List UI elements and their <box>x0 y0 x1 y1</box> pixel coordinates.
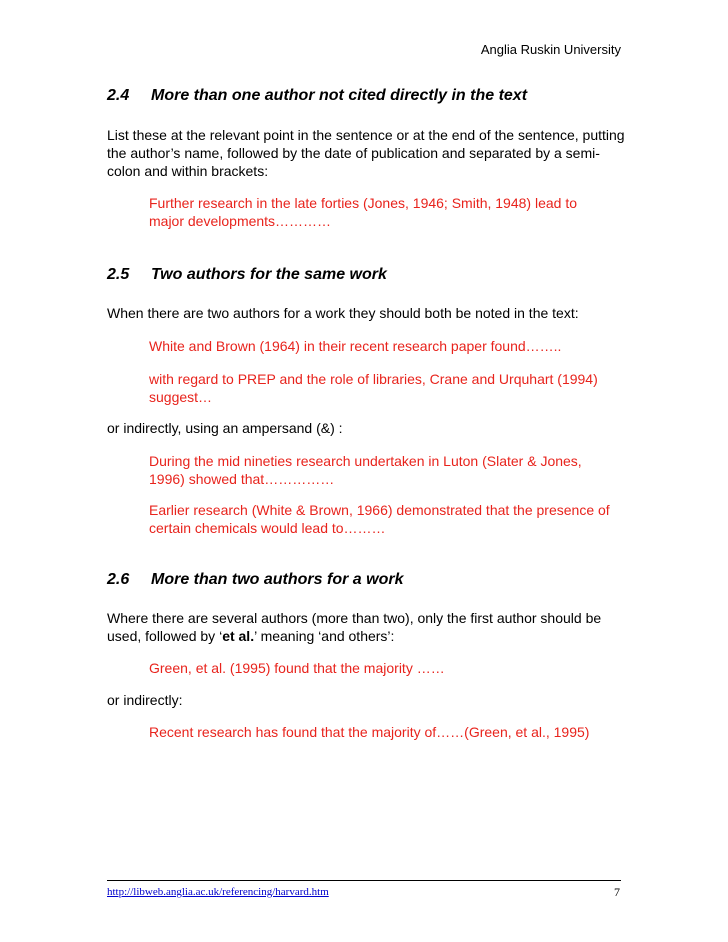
heading-2-6 <box>107 571 627 589</box>
example-block-2-5-b <box>107 370 627 406</box>
example-block-2-5-a <box>107 337 627 355</box>
example-block-2-5-d <box>107 501 627 537</box>
example-2-5-1: White and Brown (1964) in their recent research paper found…….. <box>149 338 562 354</box>
footer-url-link[interactable]: http://libweb.anglia.ac.uk/referencing/harvard.htm <box>107 886 329 898</box>
paragraph-2-5-indirect: or indirectly, using an ampersand (&) : <box>107 420 343 436</box>
heading-2-5 <box>107 266 627 284</box>
example-2-4: Further research in the late forties (Jones, 1946; Smith, 1948) lead to major developments………… <box>149 195 578 229</box>
paragraph-text-pre: Where there are several authors (more than two), only the first author should be used, followed by ‘ <box>107 610 602 644</box>
heading-2-4 <box>107 87 627 105</box>
example-2-5-2: with regard to PREP and the role of libraries, Crane and Urquhart (1994) suggest… <box>149 371 598 405</box>
section-number: 2.5 <box>107 266 130 283</box>
section-number: 2.4 <box>107 87 130 104</box>
section-title: More than two authors for a work <box>151 571 404 588</box>
example-2-6-1: Green, et al. (1995) found that the majority …… <box>149 660 445 676</box>
et-al-bold: et al. <box>222 628 255 644</box>
example-2-6-2: Recent research has found that the majority of……(Green, et al., 1995) <box>149 724 590 740</box>
footer-divider <box>107 880 621 881</box>
example-block-2-5-c <box>107 452 627 488</box>
paragraph-2-4: List these at the relevant point in the sentence or at the end of the sentence, putting the author’s name, followed by the date of publication and separated by a semi-colon and within brackets: <box>107 127 625 179</box>
example-block-2-6-b <box>107 723 627 741</box>
section-number: 2.6 <box>107 571 130 588</box>
example-block-2-4 <box>107 194 627 230</box>
paragraph-2-6-indirect: or indirectly: <box>107 692 183 708</box>
section-title: Two authors for the same work <box>151 266 387 283</box>
example-2-5-3: During the mid nineties research undertaken in Luton (Slater & Jones, 1996) showed that…………… <box>149 453 582 487</box>
page-number: 7 <box>614 885 620 899</box>
paragraph-2-6 <box>107 609 627 645</box>
example-2-5-4: Earlier research (White & Brown, 1966) demonstrated that the presence of certain chemicals would lead to……… <box>149 502 610 536</box>
paragraph-2-5: When there are two authors for a work they should both be noted in the text: <box>107 305 579 321</box>
example-block-2-6-a <box>107 659 627 677</box>
section-title: More than one author not cited directly in the text <box>151 87 528 104</box>
paragraph-text-post: ’ meaning ‘and others’: <box>254 628 395 644</box>
header-institution: Anglia Ruskin University <box>480 42 621 57</box>
